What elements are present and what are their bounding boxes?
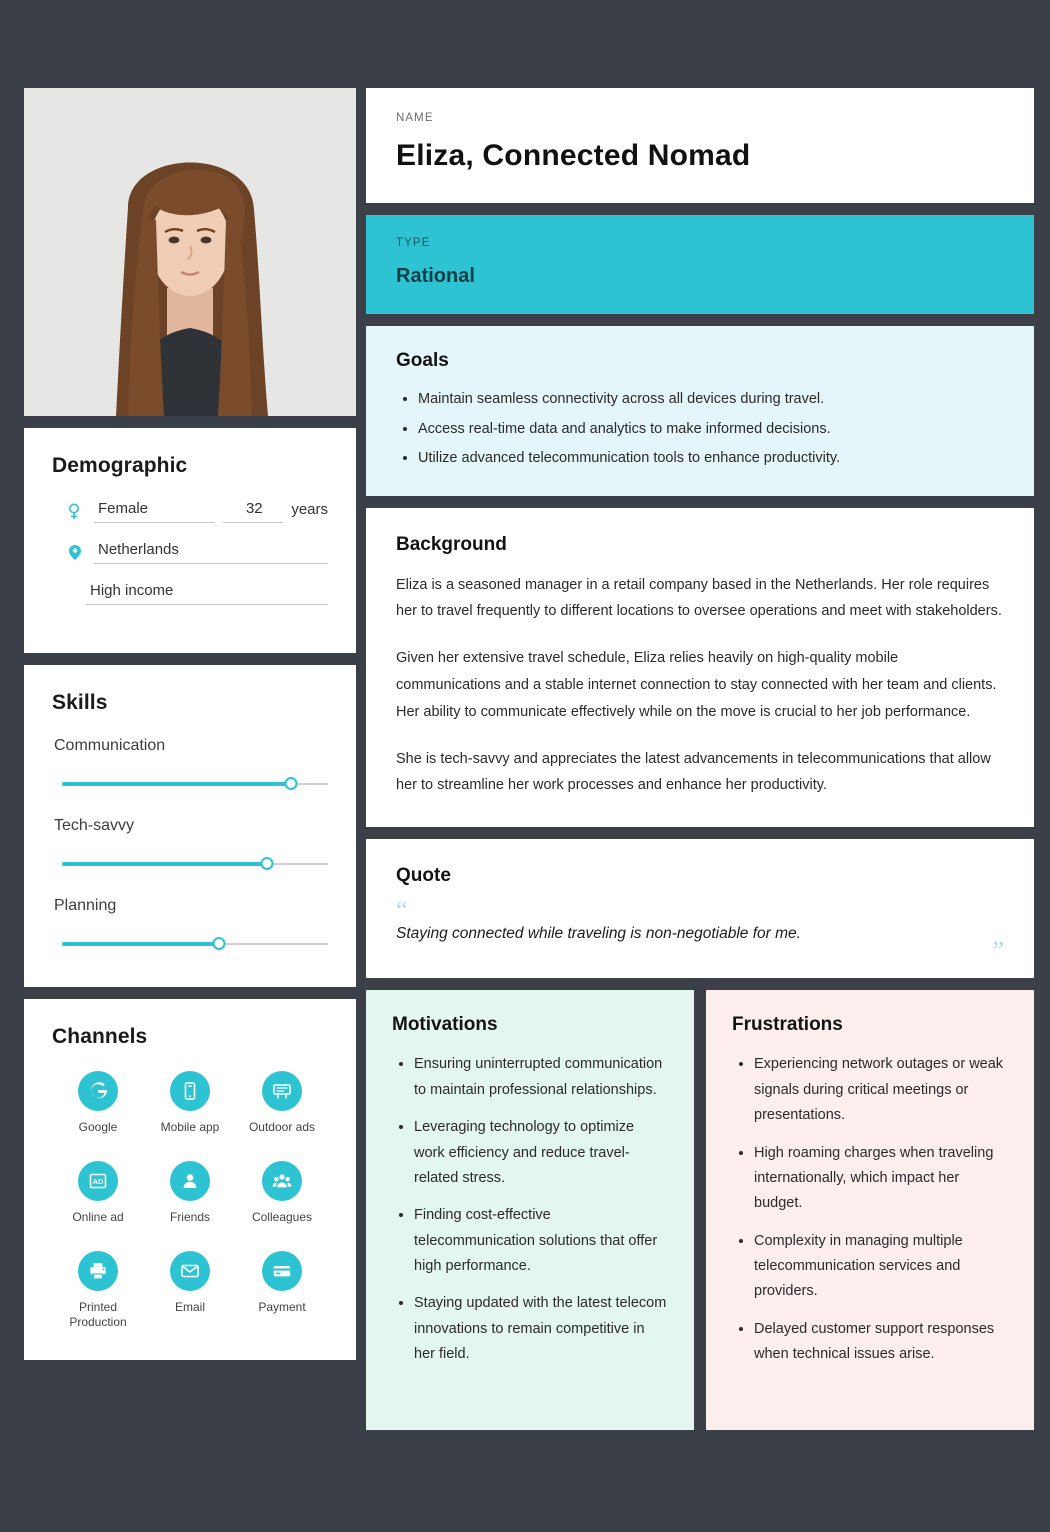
skill-item [52,897,328,951]
channel-label: Friends [169,1210,210,1224]
frustrations-list-item: • Complexity in managing multiple telecommunication services and providers. [754,1229,1008,1305]
income-field[interactable]: High income [86,582,328,605]
channel-label: Printed Production [69,1300,127,1329]
channel-item-mobile-app[interactable] [144,1071,236,1135]
motivations-card [366,990,694,1430]
channel-label: Online ad [72,1210,124,1224]
channel-label: Payment [258,1300,306,1314]
frustrations-card [706,990,1034,1430]
channel-item-friends[interactable] [144,1161,236,1225]
background-paragraph: Given her extensive travel schedule, Eliza relies heavily on high-quality mobile communications and a stable internet connection to stay connected with her team and clients. Her ability to communicate effectively while on the move is crucial to her job performance. [396,650,997,720]
channel-label: Colleagues [251,1210,313,1224]
goals-list-item: • Utilize advanced telecommunication tools to enhance productivity. [418,447,1004,469]
skill-item [52,737,328,791]
mobile-app-icon [170,1071,210,1111]
online-ad-icon [78,1161,118,1201]
frustrations-title: Frustrations [732,1014,843,1036]
location-field[interactable]: Netherlands [94,541,328,564]
channel-label: Outdoor ads [248,1120,316,1134]
age-field[interactable]: 32 [223,500,283,523]
background-paragraph: Eliza is a seasoned manager in a retail company based in the Netherlands. Her role requires her to travel frequently to different locations to oversee operations and meet with stakeholders. [396,576,1002,620]
skill-slider-planning[interactable] [62,937,328,951]
skills-card [24,665,356,987]
google-icon [78,1071,118,1111]
age-unit-label: years [291,501,328,518]
quote-close-mark: ” [992,935,1004,965]
quote-open-mark: “ [396,896,408,926]
frustrations-list [732,1052,1008,1367]
demographic-gender-row [52,500,328,523]
name-card [366,88,1034,203]
frustrations-list-item: • Delayed customer support responses when technical issues arise. [754,1317,1008,1368]
left-column [24,88,356,1360]
skill-item [52,817,328,871]
demographic-card [24,428,356,653]
motivations-list-item: • Staying updated with the latest telecom innovations to remain competitive in her field. [414,1291,668,1367]
slider-fill [62,862,267,866]
channel-item-payment[interactable] [236,1251,328,1330]
colleagues-icon [262,1161,302,1201]
frustrations-list-item: • High roaming charges when traveling internationally, which impact her budget. [754,1141,1008,1217]
motivations-list-item: • Ensuring uninterrupted communication to maintain professional relationships. [414,1052,668,1103]
slider-knob[interactable] [212,937,225,950]
printer-icon [78,1251,118,1291]
friends-icon [170,1161,210,1201]
channel-label: Email [174,1300,205,1314]
demographic-location-row [52,541,328,564]
name-label: NAME [396,112,434,124]
background-card [366,508,1034,828]
skill-label: Planning [54,897,117,914]
persona-name: Eliza, Connected Nomad [396,139,751,172]
demographic-title: Demographic [52,454,188,477]
skills-title: Skills [52,691,108,714]
skill-label: Communication [54,737,166,754]
location-pin-icon [64,544,86,564]
motivations-frustrations-row [366,990,1034,1430]
goals-list-item: • Maintain seamless connectivity across all devices during travel. [418,388,1004,410]
skill-label: Tech-savvy [54,817,135,834]
type-label: TYPE [396,237,431,250]
motivations-list [392,1052,668,1367]
motivations-title: Motivations [392,1014,498,1036]
channel-item-colleagues[interactable] [236,1161,328,1225]
channels-grid [52,1071,328,1330]
channel-item-email[interactable] [144,1251,236,1330]
gender-icon [64,503,86,523]
channel-item-online-ad[interactable] [52,1161,144,1225]
skill-slider-tech-savvy[interactable] [62,857,328,871]
type-card [366,215,1034,314]
quote-text: Staying connected while traveling is non-negotiable for me. [396,924,801,942]
quote-card [366,839,1034,978]
payment-icon [262,1251,302,1291]
background-paragraph: She is tech-savvy and appreciates the latest advancements in telecommunications that allow her to streamline her work processes and enhance her productivity. [396,750,991,794]
slider-knob[interactable] [284,777,297,790]
slider-fill [62,782,291,786]
outdoor-ads-icon [262,1071,302,1111]
motivations-list-item: • Leveraging technology to optimize work efficiency and reduce travel-related stress. [414,1115,668,1191]
channel-label: Mobile app [160,1120,220,1134]
email-icon [170,1251,210,1291]
slider-knob[interactable] [260,857,273,870]
goals-card [366,326,1034,495]
channel-item-outdoor-ads[interactable] [236,1071,328,1135]
frustrations-list-item: • Experiencing network outages or weak signals during critical meetings or presentations. [754,1052,1008,1128]
channel-item-google[interactable] [52,1071,144,1135]
portrait-image [24,88,356,416]
right-column [366,88,1034,1430]
demographic-income-row [52,582,328,605]
goals-title: Goals [396,350,449,372]
channels-card [24,999,356,1360]
goals-list [396,388,1004,469]
goals-list-item: • Access real-time data and analytics to make informed decisions. [418,418,1004,440]
channel-item-printed-production[interactable] [52,1251,144,1330]
svg-text:AD: AD [92,1177,104,1186]
persona-photo [24,88,356,416]
skill-slider-communication[interactable] [62,777,328,791]
motivations-list-item: • Finding cost-effective telecommunication solutions that offer high performance. [414,1203,668,1279]
type-value: Rational [396,265,475,288]
gender-field[interactable]: Female [94,500,215,523]
channel-label: Google [78,1120,118,1134]
quote-title: Quote [396,865,451,887]
background-title: Background [396,533,507,555]
slider-fill [62,942,219,946]
channels-title: Channels [52,1025,148,1048]
